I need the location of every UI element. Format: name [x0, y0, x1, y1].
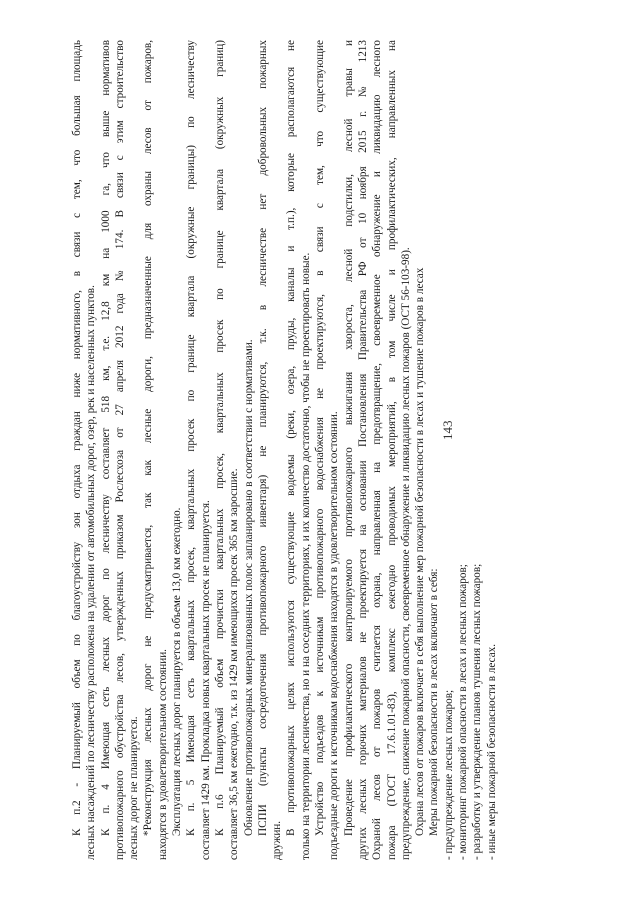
text-line: других лесных горючих материалов не проектируется на основании Постановления Правительства РФ от 10 ноября 2015 г. № 1213 — [356, 40, 369, 860]
text-line: - предупреждение лесных пожаров; — [442, 689, 455, 860]
text-line: - мониторинг пожарной опасности в лесах и лесных пожаров; — [457, 564, 470, 860]
text-line: К п. 4 Имеющая сеть лесных дорог по лесничеству составляет 518 км, т.е. 12,8 км на 1000 га, что выше нормативов — [99, 40, 112, 836]
text-line: пожара (ГОСТ 17.6.1.01-83), комплекс ежегодно проводимых мероприятий, в том числе и профилактических, направленных на — [385, 40, 398, 860]
text-line: В противопожарных целях используются существующие водоемы (реки, озера, пруды, каналы и т.п.), которые располагаются не — [285, 40, 298, 836]
text-line: подъездные дороги к источникам водоснабжения находятся в удовлетворительном состоянии. — [328, 411, 341, 860]
text-line: К п.2 - Планируемый объем по благоустройству зон отдыха граждан ниже нормативного, в связи с тем, что большая площадь — [71, 40, 83, 836]
text-line: Охрана лесов от пожаров включает в себя выполнение мер пожарной безопасности в лесах и тушение пожаров в лесах — [414, 267, 427, 836]
text-line: Эксплуатация лесных дорог планируется в объеме 13,0 км ежегодно. — [171, 507, 184, 836]
text-line: дружин. — [271, 820, 284, 860]
rotated-text-block — [70, 40, 498, 860]
text-line: лесных дорог не планируется. — [128, 716, 141, 860]
text-line: только на территории лесничества, но и на соседних территориях, и их количество достаточно, чтобы не проектировать новые. — [299, 252, 312, 860]
text-line: Охраной лесов от пожаров считается охрана, направленная на предотвращение, своевременное обнаружение и ликвидацию лесного — [371, 40, 384, 860]
page-number: 143 — [440, 420, 455, 440]
text-line: К п. 5 Имеющая сеть квартальных просек, квартальных просек по границе квартала (окружные границы) по лесничеству — [185, 40, 198, 836]
text-line: ПСПИ (пункты сосредоточения противопожарного инвентаря) не планируются, т.к. в лесничестве нет добровольных пожарных — [256, 40, 269, 836]
text-line: Обновление противопожарных минерализованных полос запланировано в соответствии с нормативами. — [242, 339, 255, 836]
text-line: - разработку и утверждение планов тушения лесных пожаров; — [471, 563, 484, 860]
text-line: противопожарного обустройства лесов, утвержденных приказом Рослесхоза от 27 апреля 2012 года № 174. В связи с этим строительство — [113, 40, 126, 860]
text-line: *Реконструкция лесных дорог не предусматривается, так как лесные дороги, предназначенные для охраны лесов от пожаров, — [142, 40, 155, 836]
text-line: находятся в удовлетворительном состоянии. — [156, 649, 169, 860]
text-line: Проведение профилактического контролируемого противопожарного выжигания хвороста, лесной подстилки, лесной травы и — [342, 40, 355, 836]
text-line: Меры пожарной безопасности в лесах включают в себя: — [428, 568, 441, 836]
text-line: лесных насаждений по лесничеству расположена на удалении от автомобильных дорог, озер, рек и населенных пунктов. — [85, 285, 98, 860]
text-line: К п.6 Планируемый объем прочистки квартальных просек, квартальных просек по границе квартала (окружных границ) — [213, 40, 226, 836]
text-line: предупреждение, снижение пожарной опасности, своевременное обнаружение и ликвидацию лесных пожаров (ОСТ 56-103-98). — [399, 247, 412, 860]
text-line: - иные меры пожарной безопасности в лесах. — [485, 643, 498, 860]
text-line: составляет 36,5 км ежегодно, т.к. из 1429 км имеющихся просек 365 км заросшие. — [228, 468, 241, 860]
text-line: Устройство подъездов к источникам противопожарного водоснабжения не проектируются, в связи с тем, что существующие — [314, 40, 327, 836]
text-line: составляет 1429 км. Прокладка новых квартальных просек не планируется. — [199, 500, 212, 860]
